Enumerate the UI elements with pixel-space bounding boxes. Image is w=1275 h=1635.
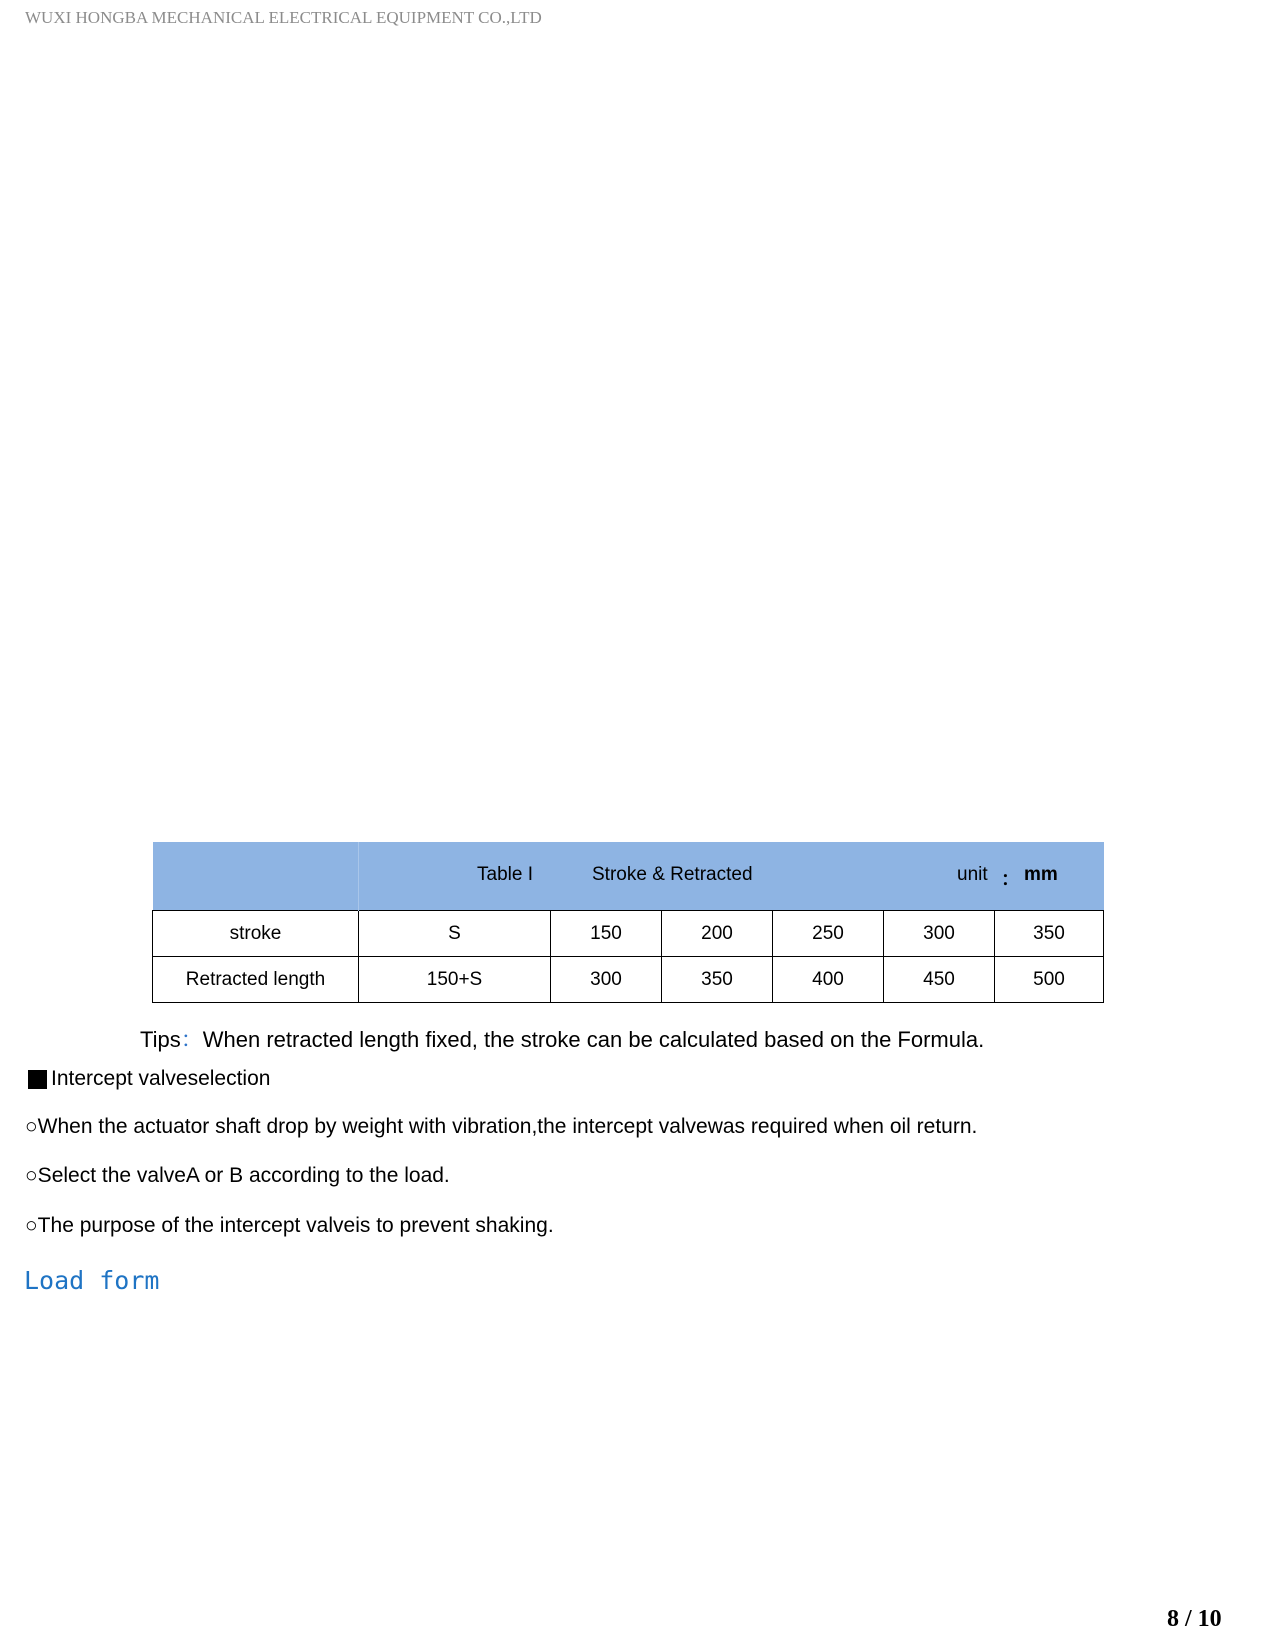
table-cell: 300 [551, 957, 662, 1003]
bullet-item: ○Select the valveA or B according to the load. [25, 1164, 450, 1187]
table-cell: S [359, 911, 551, 957]
table-unit-value: mm [1024, 864, 1058, 885]
tips-label: Tips [140, 1027, 181, 1052]
row-label-retracted-length: Retracted length [153, 957, 359, 1003]
table-row [153, 957, 1104, 1003]
section-heading [28, 1067, 270, 1091]
table-cell: 250 [773, 911, 884, 957]
tips-text: When retracted length fixed, the stroke can be calculated based on the Formula. [202, 1027, 985, 1052]
black-square-icon [28, 1070, 47, 1089]
company-header: WUXI HONGBA MECHANICAL ELECTRICAL EQUIPMENT CO.,LTD [25, 8, 542, 27]
table-title-cell [359, 842, 1104, 911]
table-cell: 150+S [359, 957, 551, 1003]
table-unit-separator: ： [1001, 869, 1021, 890]
table-cell: 400 [773, 957, 884, 1003]
row-label-stroke: stroke [153, 911, 359, 957]
table-cell: 500 [995, 957, 1104, 1003]
table-cell: 350 [662, 957, 773, 1003]
table-row [153, 911, 1104, 957]
table-cell: 450 [884, 957, 995, 1003]
table-cell: 200 [662, 911, 773, 957]
bullet-item: ○The purpose of the intercept valveis to prevent shaking. [25, 1214, 554, 1237]
bullet-item: ○When the actuator shaft drop by weight with vibration,the intercept valvewas required when oil return. [25, 1115, 978, 1138]
table-title-spacer [153, 842, 359, 911]
table-title-label: Table I [477, 864, 533, 885]
load-form-heading: Load form [24, 1266, 160, 1295]
tips-colon: ： [180, 1027, 203, 1052]
table-cell: 300 [884, 911, 995, 957]
table-cell: 150 [551, 911, 662, 957]
table-title-name: Stroke & Retracted [592, 864, 753, 885]
tips-note [140, 1023, 984, 1054]
page-number: 8 / 10 [1167, 1606, 1222, 1632]
table-unit-label: unit [957, 864, 988, 885]
section-heading-text: Intercept valveselection [51, 1067, 271, 1090]
table-title-row [153, 842, 1104, 911]
stroke-table [152, 842, 1104, 1003]
table-cell: 350 [995, 911, 1104, 957]
